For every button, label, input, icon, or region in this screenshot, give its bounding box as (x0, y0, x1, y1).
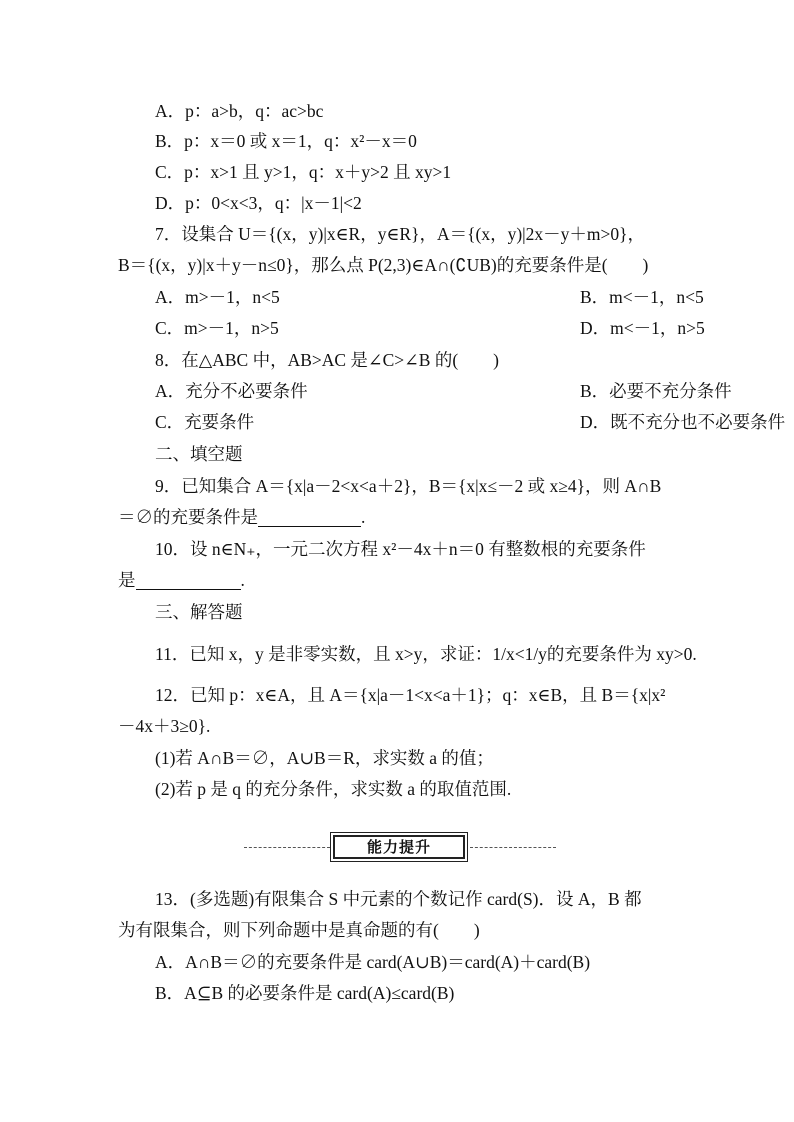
q11-stem: 11．已知 x，y 是非零实数，且 x>y，求证：1/x<1/y的充要条件为 xy>0. (155, 644, 697, 664)
ability-improvement-banner (244, 832, 556, 864)
banner-label: 能力提升 (333, 835, 465, 859)
q7-line-2: B＝{(x，y)|x＋y－n≤0}，那么点 P(2,3)∈A∩(∁UB)的充要条件是( ) (118, 255, 649, 275)
q8-stem: 8．在△ABC 中，AB>AC 是∠C>∠B 的( ) (155, 350, 500, 370)
q10-line-1: 10．设 n∈N₊，一元二次方程 x²－4x＋n＝0 有整数根的充要条件 (155, 539, 646, 559)
q8-options-row-2 (155, 407, 786, 437)
section-answer-heading: 三、解答题 (155, 602, 243, 622)
q12-part-2: (2)若 p 是 q 的充分条件，求实数 a 的取值范围. (155, 779, 512, 799)
q10-line-2 (118, 565, 688, 595)
banner-right-dashes (470, 847, 556, 848)
q8-option-a: A．充分不必要条件 (155, 381, 308, 401)
q6-option-a: A．p：a>b，q：ac>bc (155, 101, 324, 121)
q10-prompt: 是 (118, 570, 136, 590)
q7-options-row-1 (155, 282, 704, 312)
q6-option-c: C．p：x>1 且 y>1，q：x＋y>2 且 xy>1 (155, 162, 452, 182)
banner-left-dashes (244, 847, 330, 848)
q13-line-1: 13．(多选题)有限集合 S 中元素的个数记作 card(S)．设 A，B 都 (155, 889, 642, 909)
q12-line-1: 12．已知 p：x∈A，且 A＝{x|a－1<x<a＋1}；q：x∈B，且 B＝{x|x² (155, 685, 666, 705)
q7-option-a: A．m>－1，n<5 (155, 287, 280, 307)
q13-option-a: A．A∩B＝∅的充要条件是 card(A∪B)＝card(A)＋card(B) (155, 952, 591, 972)
q6-option-b: B．p：x＝0 或 x＝1，q：x²－x＝0 (155, 131, 417, 151)
q9-prompt: ＝∅的充要条件是 (118, 507, 258, 527)
section-fill-in-heading: 二、填空题 (155, 444, 243, 464)
q9-line-1: 9．已知集合 A＝{x|a－2<x<a＋2}，B＝{x|x≤－2 或 x≥4}，则 A∩B (155, 476, 662, 496)
q7-option-b: B．m<－1，n<5 (580, 287, 704, 307)
q12-part-1: (1)若 A∩B＝∅，A∪B＝R，求实数 a 的值； (155, 748, 494, 768)
q8-options-row-1 (155, 376, 732, 406)
q10-period: . (240, 570, 245, 590)
q8-option-b: B．必要不充分条件 (580, 381, 732, 401)
q7-option-d: D．m<－1，n>5 (580, 318, 705, 338)
q13-line-2: 为有限集合，则下列命题中是真命题的有( ) (118, 920, 480, 940)
q8-option-c: C．充要条件 (155, 412, 255, 432)
q7-options-row-2 (155, 313, 705, 343)
q10-answer-blank[interactable] (136, 569, 241, 590)
q13-option-b: B．A⊆B 的必要条件是 card(A)≤card(B) (155, 983, 455, 1003)
q6-option-d: D．p：0<x<3，q：|x－1|<2 (155, 193, 362, 213)
q7-option-c: C．m>－1，n>5 (155, 318, 279, 338)
q12-line-2: －4x＋3≥0}. (118, 716, 211, 736)
q8-option-d: D．既不充分也不必要条件 (580, 412, 786, 432)
q9-answer-blank[interactable] (258, 506, 361, 527)
q9-line-2 (118, 502, 688, 532)
q9-period: . (361, 507, 366, 527)
banner-badge (330, 832, 468, 862)
q7-line-1: 7．设集合 U＝{(x，y)|x∈R，y∈R}，A＝{(x，y)|2x－y＋m>0}， (155, 224, 646, 244)
